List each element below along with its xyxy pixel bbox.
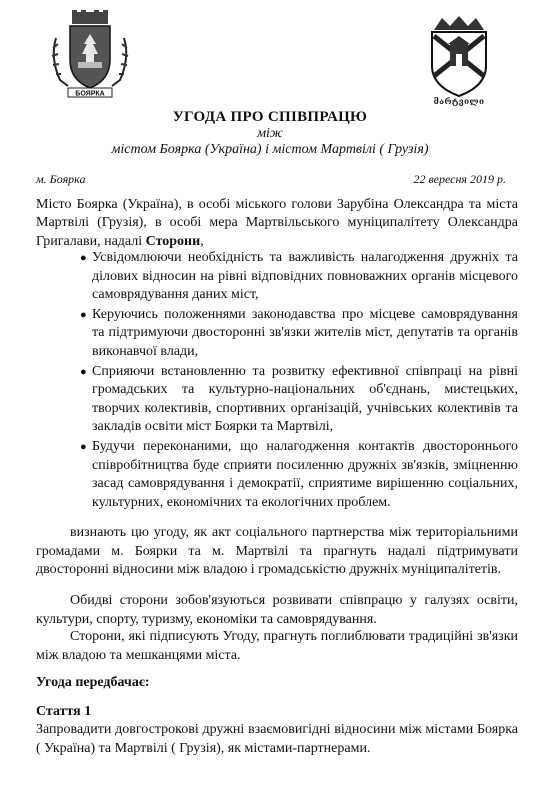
both-sides-paragraph: Обидві сторони зобов'язуються розвивати співпрацю у галузях освіти, культури, спорту, туризму, економіки та самоврядування.: [36, 593, 518, 627]
intro-text: Місто Боярка (Україна), в особі міського голови Зарубіна Олександра та міста Мартвілі (Грузія), в особі мера Мартвільського муніципалітету Олександра Григалави, надалі: [36, 197, 518, 249]
list-item: [36, 438, 518, 512]
boyarka-coat-of-arms: [46, 8, 134, 100]
list-item: [36, 363, 518, 437]
martvili-coat-of-arms: [424, 14, 494, 98]
bullet-icon: ●: [80, 252, 87, 264]
bullet-icon: ●: [80, 440, 87, 453]
article-1-text: Запровадити довгострокові дружні взаємовигідні відносини між містами Боярка ( Україна) та Мартвілі ( Грузія), як містами-партнерами.: [36, 722, 518, 756]
bullet-text: Керуючись положеннями законодавства про місцеве самоврядування та підтримуючи двосторонні зв'язки жителів міст, депутатів та органів виконавчої влади,: [92, 306, 518, 359]
agreement-provisions-heading: Угода передбачає:: [36, 675, 150, 690]
article-1-heading: Стаття 1: [36, 704, 92, 719]
list-item: [36, 306, 518, 362]
list-item: [36, 249, 518, 305]
left-crest-label: БОЯРКА: [75, 90, 105, 98]
document-subtitle-cities: містом Боярка (Україна) і містом Мартвілі ( Грузія): [111, 142, 429, 157]
signing-place: м. Боярка: [36, 172, 86, 186]
document-subtitle-between: між: [257, 126, 283, 141]
signing-date: 22 вересня 2019 р.: [413, 172, 506, 186]
recognize-paragraph: визнають цю угоду, як акт соціального партнерства між територіальними громадами м. Боярки та м. Мартвілі та прагнуть надалі підтримувати двосторонні відносини між владою і громадськістю дружніх муніципалітетів.: [36, 525, 518, 578]
right-crest-label: მარტვილი: [433, 97, 485, 106]
document-title: УГОДА ПРО СПІВПРАЦЮ: [172, 109, 368, 125]
bullet-text: Будучи переконаними, що налагодження контактів двостороннього співробітництва буде сприяти посиленню дружніх зв'язків, зміцненню засад самоврядування і демократії, сприятиме вирішенню соціальних, культурних, економічних та екологічних проблем.: [92, 438, 518, 510]
bullet-icon: ●: [80, 365, 87, 378]
parties-term: Сторони: [145, 233, 201, 249]
bullet-icon: ●: [80, 308, 87, 321]
bullet-text: Усвідомлюючи необхідність та важливість налагодження дружніх та ділових відносин на рівні відповідних повноважних органів місцевого самоврядування даних міст,: [92, 250, 518, 303]
intro-tail: ,: [200, 233, 204, 249]
signatories-paragraph: Сторони, які підписують Угоду, прагнуть поглиблювати традиційні зв'язки між владою та мешканцями міста.: [36, 629, 518, 663]
intro-paragraph: [36, 196, 518, 251]
bullet-text: Сприяючи встановленню та розвитку ефективної співпраці на рівні громадських та культурно-національних об'єднань, мистецьких, творчих колективів, спортивних організацій, учнівських колективів та закладів освіти міст Боярки та Мартвілі,: [92, 363, 518, 435]
preamble-bullet-list: [36, 249, 518, 513]
